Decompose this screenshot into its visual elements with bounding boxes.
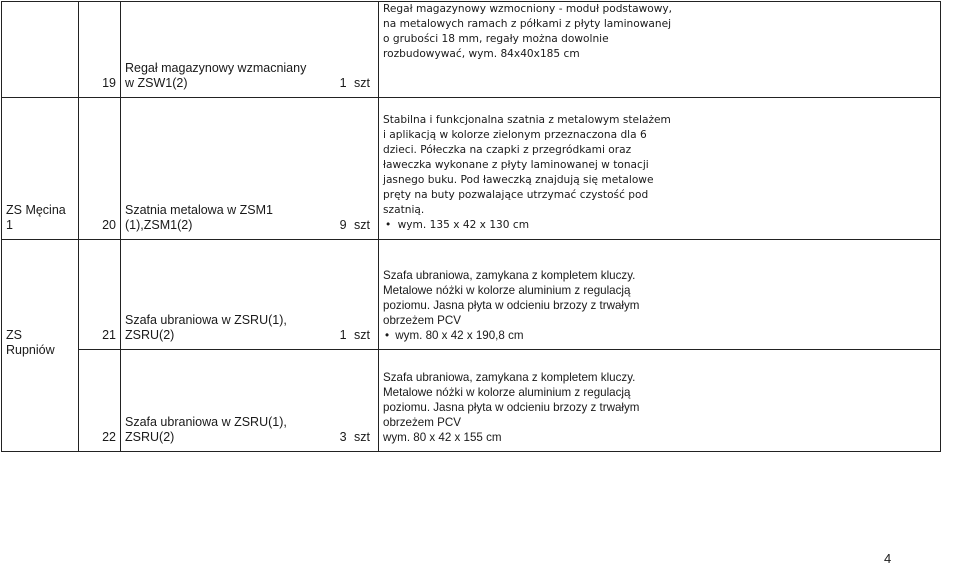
table-row [2,2,941,98]
inventory-table [1,1,941,452]
bullet-icon: • [385,329,390,342]
description-bullet [383,328,936,343]
description-text: Stabilna i funkcjonalna szatnia z metalowym stelażem i aplikacją w kolorze zielonym przeznaczona dla 6 dzieci. Półeczka na czapki z przegródkami oraz ławeczka wykonane z płyty laminowanej w tonacji jasnego buku. Pod ławeczką znajdują się metalowe pręty na buty pozwalające utrzymać czystość pod szatnią. [383,114,671,216]
item-name: Szafa ubraniowa w ZSRU(1), ZSRU(2) [125,313,287,342]
description-text: Szafa ubraniowa, zamykana z kompletem kluczy. Metalowe nóżki w kolorze aluminium z regulacją poziomu. Jasna płyta w odcieniu brzozy z trwałym obrzeżem PCV [383,371,640,429]
qty-value: 1 [339,76,347,90]
page-number: 4 [884,551,892,566]
item-name: Regał magazynowy wzmacniany w ZSW1(2) [125,61,307,90]
qty-unit: szt [354,328,370,342]
item-qty [340,328,374,343]
qty-unit: szt [354,218,370,232]
qty-value: 3 [339,430,347,444]
description-dimensions: wym. 80 x 42 x 155 cm [383,431,502,444]
item-description [379,2,941,98]
item-number: 22 [79,350,121,452]
item-description [379,98,941,240]
description-text: Szafa ubraniowa, zamykana z kompletem kluczy. Metalowe nóżki w kolorze aluminium z regulacją poziomu. Jasna płyta w odcieniu brzozy z trwałym obrzeżem PCV [383,269,640,327]
item-number: 20 [79,98,121,240]
item-name-cell [121,2,379,98]
description-text: Regał magazynowy wzmocniony - moduł podstawowy, na metalowych ramach z półkami z płyty laminowanej o grubości 18 mm, regały można dowolnie rozbudowywać, wym. 84x40x185 cm [383,3,673,60]
item-qty [340,76,374,91]
bullet-text: wym. 135 x 42 x 130 cm [397,219,530,231]
qty-unit: szt [354,76,370,90]
table-row [2,240,941,350]
qty-value: 1 [339,328,347,342]
location-cell [2,2,79,98]
description-bullet [383,218,936,233]
item-name: Szafa ubraniowa w ZSRU(1), ZSRU(2) [125,415,287,444]
location-cell: ZS Rupniów [2,240,79,452]
item-description [379,350,941,452]
item-number: 21 [79,240,121,350]
bullet-icon: • [385,219,392,231]
qty-unit: szt [354,430,370,444]
table-row [2,98,941,240]
qty-value: 9 [339,218,347,232]
bullet-text: wym. 80 x 42 x 190,8 cm [395,329,524,342]
item-qty [340,430,374,445]
item-number: 19 [79,2,121,98]
table-row [2,350,941,452]
item-name: Szatnia metalowa w ZSM1 (1),ZSM1(2) [125,203,273,232]
item-description [379,240,941,350]
item-name-cell [121,240,379,350]
item-name-cell [121,98,379,240]
item-name-cell [121,350,379,452]
location-cell: ZS Męcina 1 [2,98,79,240]
item-qty [340,218,374,233]
